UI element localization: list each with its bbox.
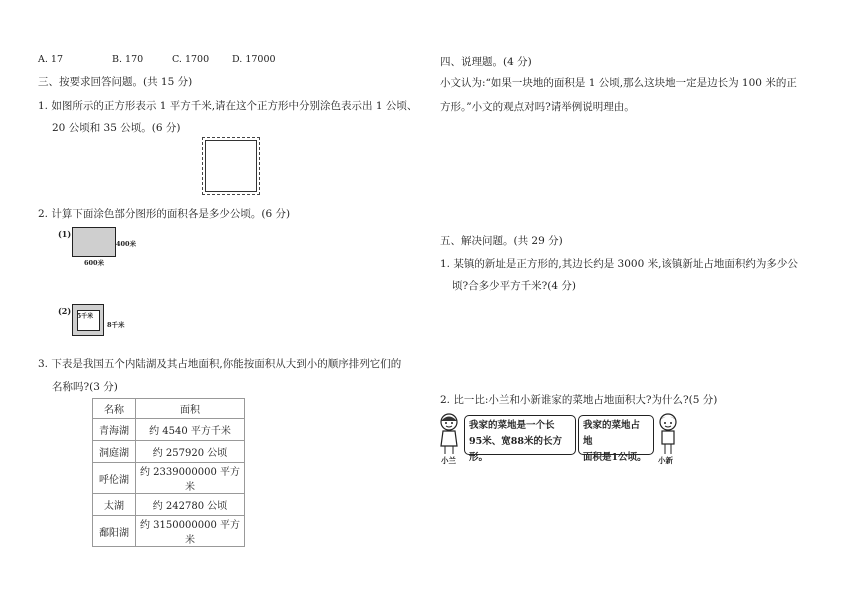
lake-area: 约 257920 公顷 xyxy=(136,441,245,463)
girl-xiaolan-icon xyxy=(437,412,461,456)
lake-name: 青海湖 xyxy=(93,419,136,441)
p1-line2: 顷?合多少平方千米?(4 分) xyxy=(452,280,576,292)
option-d: D. 17000 xyxy=(232,54,276,65)
table-header-area: 面积 xyxy=(136,399,245,419)
name-xiaolan: 小兰 xyxy=(441,456,456,465)
boy-xiaoxin-icon xyxy=(656,412,680,456)
fig1-bottom-label: 600米 xyxy=(84,259,105,267)
bubble-lan-line2: 95米、宽88米的长方形。 xyxy=(469,436,562,463)
fig2-outer-square xyxy=(72,304,104,336)
fig1-shaded-rectangle xyxy=(72,227,116,257)
table-row xyxy=(93,516,245,547)
square-1km-figure xyxy=(205,140,257,192)
speech-bubble-xiaoxin xyxy=(578,415,654,463)
fig1-label: (1) xyxy=(58,229,72,239)
q1-line2: 20 公顷和 35 公顷。(6 分) xyxy=(52,122,181,134)
lake-area: 约 3150000000 平方米 xyxy=(136,516,245,547)
s4-line2: 方形。”小文的观点对吗?请举例说明理由。 xyxy=(440,101,635,113)
p1-line1: 1. 某镇的新址是正方形的,其边长约是 3000 米,该镇新址占地面积约为多少公 xyxy=(440,258,798,270)
section5-title: 五、解决问题。(共 29 分) xyxy=(440,235,563,247)
bubble-lan-line1: 我家的菜地是一个长 xyxy=(469,420,555,431)
lake-area: 约 242780 公顷 xyxy=(136,494,245,516)
option-a: A. 17 xyxy=(38,54,63,65)
lake-area: 约 2339000000 平方米 xyxy=(136,463,245,494)
fig2-label: (2) xyxy=(58,306,72,316)
name-xiaoxin: 小新 xyxy=(658,456,673,465)
section4-title: 四、说理题。(4 分) xyxy=(440,56,532,68)
bubble-xin-line1: 我家的菜地占地 xyxy=(583,420,641,447)
table-row xyxy=(93,441,245,463)
lake-name: 鄱阳湖 xyxy=(93,516,136,547)
section3-title: 三、按要求回答问题。(共 15 分) xyxy=(38,76,193,88)
p2-text: 2. 比一比:小兰和小新谁家的菜地占地面积大?为什么?(5 分) xyxy=(440,394,718,406)
table-row xyxy=(93,463,245,494)
fig2-inner-label: 5千米 xyxy=(77,313,94,320)
fig1-side-label: 400米 xyxy=(116,240,137,248)
speech-bubble-xiaolan xyxy=(464,415,576,463)
table-row xyxy=(93,419,245,441)
q1-line1: 1. 如图所示的正方形表示 1 平方千米,请在这个正方形中分别涂色表示出 1 公顷、 xyxy=(38,100,418,112)
lake-area: 约 4540 平方千米 xyxy=(136,419,245,441)
lake-name: 呼伦湖 xyxy=(93,463,136,494)
bubble-xin-line2: 面积是1公顷。 xyxy=(583,452,647,463)
lake-name: 洞庭湖 xyxy=(93,441,136,463)
lake-name: 太湖 xyxy=(93,494,136,516)
lake-area-table xyxy=(92,398,245,547)
fig2-outer-label: 8千米 xyxy=(107,321,125,329)
table-row xyxy=(93,494,245,516)
option-c: C. 1700 xyxy=(172,54,210,65)
option-b: B. 170 xyxy=(112,54,144,65)
table-header-name: 名称 xyxy=(93,399,136,419)
q3-line1: 3. 下表是我国五个内陆湖及其占地面积,你能按面积从大到小的顺序排列它们的 xyxy=(38,358,402,370)
s4-line1: 小文认为:“如果一块地的面积是 1 公顷,那么这块地一定是边长为 100 米的正 xyxy=(440,77,797,89)
q3-line2: 名称吗?(3 分) xyxy=(52,381,118,393)
q2-text: 2. 计算下面涂色部分图形的面积各是多少公顷。(6 分) xyxy=(38,208,291,220)
